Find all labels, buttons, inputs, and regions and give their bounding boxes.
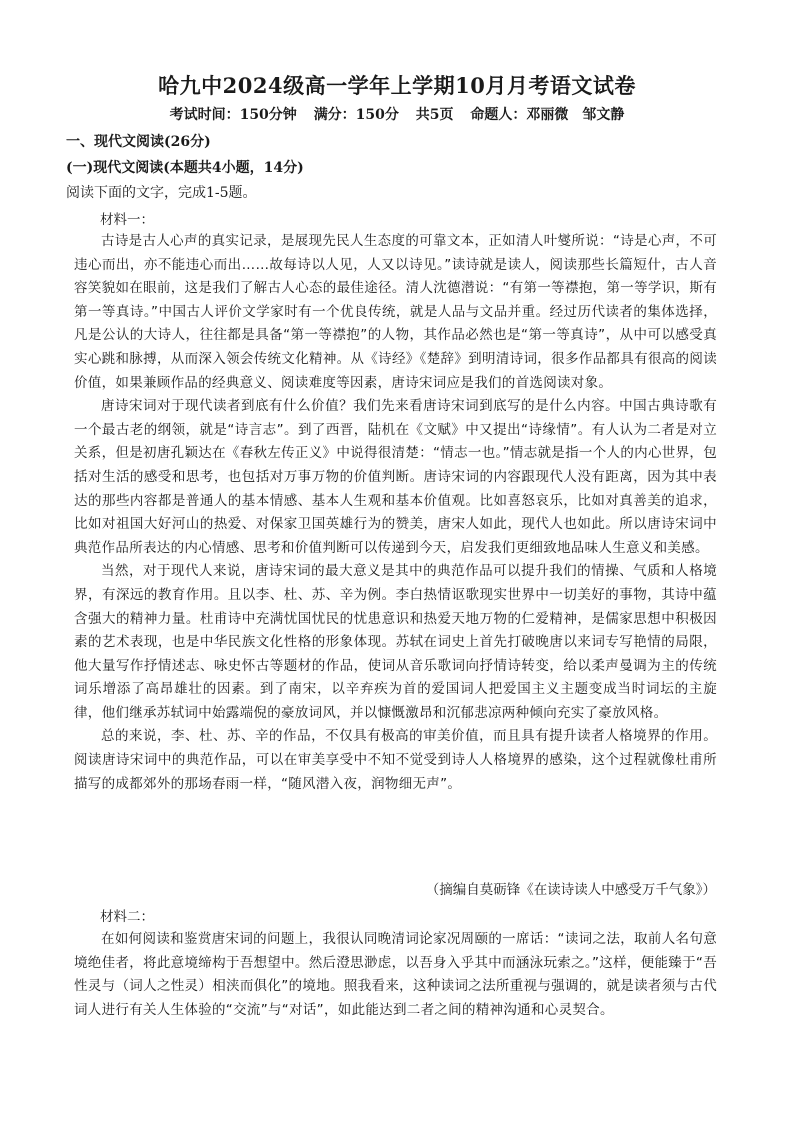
page-count: 共5页 xyxy=(415,107,454,123)
section-heading: 一、现代文阅读(26分) xyxy=(66,134,211,150)
sub-section-heading: (一)现代文阅读(本题共4小题，14分) xyxy=(66,160,304,176)
exam-authors: 命题人：邓丽微 邹文静 xyxy=(470,107,625,123)
exam-title: 哈九中2024级高一学年上学期10月月考语文试卷 xyxy=(158,73,636,98)
paragraph: 古诗是古人心声的真实记录，是展现先民人生态度的可靠文本，正如清人叶燮所说：“诗是心声，不可违心而出，亦不能违心而出……故每诗以人见，人又以诗见。”读诗就是读人，阅读那些长篇短什，古人音容笑貌如在眼前，这是我们了解古人心态的最佳途径。清人沈德潜说：“有第一等襟抱，第一等学识，斯有第一等真诗。”中国古人评价文学家时有一个优良传统，就是人品与文品并重。经过历代读者的集体选择，凡是公认的大诗人，往往都是具备“第一等襟抱”的人物，其作品必然也是“第一等真诗”，从中可以感受真实心跳和脉搏，从而深入领会传统文化精神。从《诗经》《楚辞》到明清诗词，很多作品都具有很高的阅读价值，如果兼顾作品的经典意义、阅读难度等因素，唐诗宋词应是我们的首选阅读对象。 xyxy=(74,233,717,391)
full-score: 满分：150分 xyxy=(313,107,399,123)
material-one-source: （摘编自莫砺锋《在读诗读人中感受万千气象》） xyxy=(425,882,716,898)
paragraph: 唐诗宋词对于现代读者到底有什么价值？我们先来看唐诗宋词到底写的是什么内容。中国古典诗歌有一个最古老的纲领，就是“诗言志”。到了西晋，陆机在《文赋》中又提出“诗缘情”。有人认为二者是对立关系，但是初唐孔颖达在《春秋左传正义》中说得很清楚：“情志一也。”情志就是指一个人的内心世界，包括对生活的感受和思考，也包括对万事万物的价值判断。唐诗宋词的内容跟现代人没有距离，因为其中表达的那些内容都是普通人的基本情感、基本人生观和基本价值观。比如喜怒哀乐，比如对真善美的追求，比如对祖国大好河山的热爱、对保家卫国英雄行为的赞美，唐宋人如此，现代人也如此。所以唐诗宋词中典范作品所表达的内心情感、思考和价值判断可以传递到今天，启发我们更细致地品味人生意义和美感。 xyxy=(74,398,717,556)
material-one-text xyxy=(74,230,717,796)
exam-info xyxy=(0,104,794,124)
paragraph: 在如何阅读和鉴赏唐宋词的问题上，我很认同晚清词论家况周颐的一席话：“读词之法，取前人名句意境绝佳者，将此意境缔构于吾想望中。然后澄思渺虑，以吾身入乎其中而涵泳玩索之。”这样，便能臻于“吾性灵与（词人之性灵）相浃而俱化”的境地。照我看来，这种读词之法所重视与强调的，就是读者须与古代词人进行有关人生体验的“交流”与“对话”，如此能达到二者之间的精神沟通和心灵契合。 xyxy=(74,931,717,1018)
paragraph: 当然，对于现代人来说，唐诗宋词的最大意义是其中的典范作品可以提升我们的情操、气质和人格境界，有深远的教育作用。且以李、杜、苏、辛为例。李白热情讴歌现实世界中一切美好的事物，其诗中蕴含强大的精神力量。杜甫诗中充满忧国忧民的忧患意识和热爱天地万物的仁爱精神，是儒家思想中积极因素的艺术表现，也是中华民族文化性格的形象体现。苏轼在词史上首先打破晚唐以来词专写艳情的局限，他大量写作抒情述志、咏史怀古等题材的作品，使词从音乐歌词向抒情诗转变，给以柔声曼调为主的传统词乐增添了高昂雄壮的因素。到了南宋，以辛弃疾为首的爱国词人把爱国主义主题变成当时词坛的主旋律，他们继承苏轼词中始露端倪的豪放词风，并以慷慨激昂和沉郁悲凉两种倾向充实了豪放风格。 xyxy=(74,563,717,721)
material-two-text xyxy=(74,928,717,1022)
material-one-label: 材料一： xyxy=(100,212,154,228)
exam-time: 考试时间：150分钟 xyxy=(169,107,297,123)
material-two-label: 材料二： xyxy=(100,909,154,925)
paragraph: 总的来说，李、杜、苏、辛的作品，不仅具有极高的审美价值，而且具有提升读者人格境界的作用。阅读唐诗宋词中的典范作品，可以在审美享受中不知不觉受到诗人人格境界的感染，这个过程就像杜甫所描写的成都郊外的那场春雨一样，“随风潜入夜，润物细无声”。 xyxy=(74,728,717,792)
reading-instruction: 阅读下面的文字，完成1-5题。 xyxy=(66,185,257,201)
